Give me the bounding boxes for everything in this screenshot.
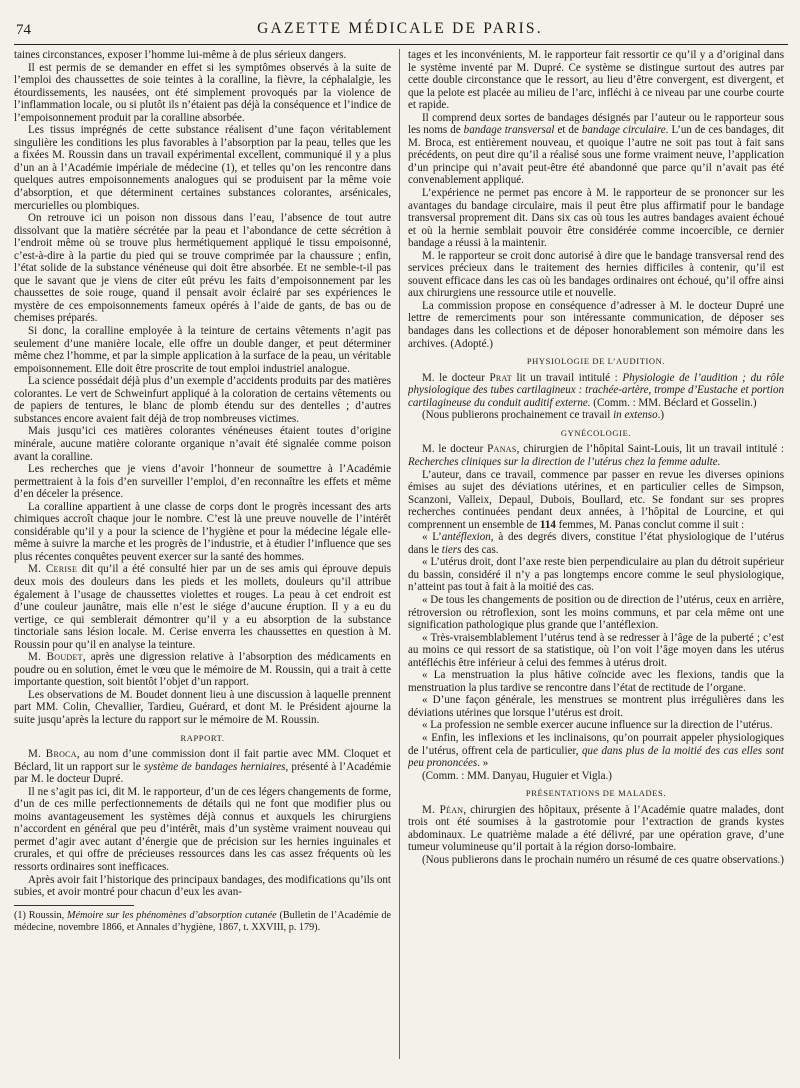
paragraph-text: , présenté à l’Académie par M. le docteur Dupré. — [14, 760, 391, 786]
footnote-rule — [14, 905, 134, 906]
journal-title: GAZETTE MÉDICALE DE PARIS. — [257, 20, 543, 37]
paragraph: Les observations de M. Boudet donnent lieu à une discussion à laquelle prennent part MM. Colin, Chevallier, Tardieu, Guérard, et dont M. le Président ajourne la suite jusqu’après la lecture du rapport sur le mémoire de M. Roussin. — [14, 688, 391, 726]
italic-term: bandage circulaire — [581, 124, 666, 137]
paragraph-text: « Enfin, les inflexions et les inclinaisons, qu’on pourrait appeler physiologiques de l’utérus, offrent cela de particulier, — [408, 731, 784, 757]
quote-paragraph: « La profession ne semble exercer aucune influence sur la direction de l’utérus. — [422, 719, 773, 732]
paragraph — [408, 409, 784, 422]
quote-paragraph: « D’une façon générale, les menstrues se montrent plus irrégulières dans les déviations utérines que lorsque l’utérus est droit. — [408, 694, 784, 719]
speaker-name: Panas — [487, 443, 517, 456]
paragraph-text: (Nous publierons prochainement ce travail — [422, 409, 614, 422]
quote-paragraph — [408, 732, 784, 770]
paragraph-text: et de — [554, 124, 582, 137]
quote-paragraph: « L’utérus droit, dont l’axe reste bien perpendiculaire au plan du détroit supérieur du bassin, considéré il n’y a pas longtemps encore comme le seul physiologique, n’atteint pas tout à fait à la moitié des cas. — [408, 556, 784, 594]
paragraph: Après avoir fait l’historique des principaux bandages, des modifications qu’ils ont subies, et avoir montré pour chacun d’eux les avan- — [14, 873, 391, 899]
paragraph-text: femmes, M. Panas conclut comme il suit : — [555, 518, 745, 531]
paragraph: Mais jusqu’ici ces matières colorantes vénéneuses étaient toutes d’origine minérale, aucune matière colorante organique n’avait été signalée comme poison avant la coralline. — [14, 425, 391, 463]
paragraph-text: (Comm. : MM. Béclard et Gosselin.) — [590, 396, 757, 409]
page-number: 74 — [16, 22, 31, 38]
speaker-name: Prat — [489, 371, 512, 384]
paragraph-text: , au nom d’une commission dont il fait partie avec MM. Cloquet et Béclard, lit un rapport sur le — [14, 748, 391, 773]
paragraph: M. le rapporteur se croit donc autorisé à dire que le bandage transversal rend des services précieux dans le traitement des hernies difficiles à contenir, qu’il est souvent efficace dans les cas où les bandages ordinaires ont échoué, qu’il offre ainsi aux chirurgiens une ressource utile et nouvelle. — [408, 249, 784, 300]
paragraph: L’expérience ne permet pas encore à M. le rapporteur de se prononcer sur les avantages du bandage circulaire, mais il peut être plus affirmatif pour le bandage transversal proprement dit. Dans six cas où tous les autres bandages avaient échoué et où la hernie semblait pouvoir être considérée comme incoercible, ce dernier bandage a réussi à la maintenir. — [408, 187, 784, 250]
paragraph — [408, 112, 784, 187]
paragraph: (Comm. : MM. Danyau, Huguier et Vigla.) — [422, 769, 612, 782]
italic-phrase: que dans plus de la moitié des cas elles sont peu prononcées — [408, 744, 784, 770]
paragraph-text: . L’un de ces bandages, dit M. Broca, est entièrement nouveau, et quoique l’autre ne soit pas tout à fait sans précédents, on peut dire qu’il a réalisé sous une forme vraiment neuve, l’application d’un principe qui n’avait peut-être été abandonné que parce qu’il n’avait pas été convenablement appliqué. — [408, 124, 784, 187]
paragraph — [14, 748, 391, 786]
footnote-text: (1) Roussin, — [14, 909, 67, 921]
paragraph-text: « L’ — [422, 531, 442, 544]
quote-paragraph: « Très-vraisemblablement l’utérus tend à se redresser à l’âge de la puberté ; c’est au moins ce qui ressort de sa statistique, où l’on voit l’âge moyen dans les utérus antéfléchis être inférieur à celui des femmes à utérus droit. — [408, 631, 784, 669]
paragraph: Les tissus imprégnés de cette substance réalisent d’une façon véritablement singulière les conditions les plus favorables à l’absorption par la peau, telles que les a fixées M. Roussin dans un travail expérimental excellent, communiqué il y a plus d’un an à l’Académie impériale de médecine (1), et telles qu’on les rencontre dans quelques autres empoisonnements analogues qui se produisent par la même voie d’absorption, et que déterminent certaines substances colorantes, arsénicales, mercurielles ou plombiques. — [14, 124, 391, 212]
italic-term: tiers — [441, 543, 462, 556]
speaker-name: M. Cerise — [28, 563, 78, 576]
paragraph: tages et les inconvénients, M. le rapporteur fait ressortir ce qu’il y a d’original dans le système inventé par M. Dupré. Ce système se distingue surtout des autres par cette double circonstance que le ressort, au lieu d’être convergent, est divergent, et que la pelote est placée au milieu de l’arc, infléchi à ce niveau par une courbe courte et rapide. — [408, 49, 784, 112]
quote-paragraph — [408, 531, 784, 556]
italic-title: Recherches cliniques sur la direction de l’utérus chez la femme adulte. — [408, 455, 721, 468]
paragraph: La commission propose en conséquence d’adresser à M. le docteur Dupré une lettre de remerciments pour son intéressante communication, de déposer ses bandages dans les collections et de déposer honorablement son mémoire dans les archives. (Adopté.) — [408, 299, 784, 350]
paragraph-text: lit un travail intitulé : — [511, 371, 623, 384]
paragraph-text: , chirurgien des hôpitaux, présente à l’Académie quatre malades, dont trois ont été soumises à la gastrotomie pour l’extraction de grands kystes abdominaux. Le quatrième malade a été délivré, par une opération grave, d’une tumeur volumineuse qu’il portait à la région dorso-lombaire. — [408, 803, 784, 854]
speaker-name: M. Broca — [28, 748, 77, 761]
left-column — [14, 49, 391, 1059]
paragraph-text: M. le docteur — [422, 443, 488, 456]
italic-term: antéflexion — [441, 531, 491, 544]
italic-term: bandage transversal — [463, 124, 555, 137]
paragraph-text: Il comprend deux sortes de bandages désignés par l’auteur ou le rapporteur sous les noms de — [408, 111, 784, 137]
paragraph-text: .) — [657, 409, 665, 422]
paragraph-text: , à des degrés divers, constitue l’état physiologique de l’utérus dans le — [408, 531, 784, 556]
paragraph — [408, 469, 784, 532]
paragraph: Il ne s’agit pas ici, dit M. le rapporteur, d’un de ces légers changements de forme, d’un de ces mille perfectionnements de détails qui ne font que modifier plus ou moins avantageusement les systèmes déjà connus et auxquels les chirurgiens n’accordent en général que peu d’intérêt, mais d’un système vraiment nouveau qui permet d’agir avec autant d’énergie que de précision sur les hernies inguinales et crurales, et qui offre de précieuses ressources dans les cas assez fréquents où les ressorts ordinaires sont inefficaces. — [14, 785, 391, 873]
footnote-italic: Mémoire sur les phénomènes d’absorption cutanée — [66, 909, 277, 921]
paragraph-text: , chirurgien de l’hôpital Saint-Louis, lit un travail intitulé : — [516, 443, 784, 456]
quote-paragraph: « La menstruation la plus hâtive coïncide avec les flexions, tandis que la menstruation la plus tardive se rencontre dans l’état de rectitude de l’organe. — [408, 669, 784, 694]
page-header — [16, 22, 784, 44]
header-rule — [14, 44, 788, 45]
paragraph — [408, 804, 784, 854]
bold-number: 114 — [539, 518, 556, 531]
quote-paragraph: « De tous les changements de position ou de direction de l’utérus, ceux en arrière, rétroversion ou rétroflexion, sont les moins communs, et par cela même ont une signification pathologique plus grande que l’antéflexion. — [408, 593, 784, 632]
paragraph: (Nous publierons dans le prochain numéro un résumé de ces quatre observations.) — [422, 853, 784, 866]
section-heading-gynecologie: GYNÉCOLOGIE. — [560, 427, 632, 438]
paragraph: La science possédait déjà plus d’un exemple d’accidents produits par des matières colorantes. Le vert de Schweinfurt appliqué à la coloration de certains vêtements ou de papiers de tentures, le blanc de plomb étendu sur des dentelles ; d’autres substances encore avaient fait déjà de trop nombreuses victimes. — [14, 375, 391, 425]
paragraph-text: des cas. — [461, 543, 499, 556]
paragraph — [14, 651, 391, 689]
paragraph-text: , après une digression relative à l’absorption des médicaments en poudre ou en solution, émet le vœu que le mémoire de M. Roussin, qui a trait à cette importante question, soit bientôt l’objet d’un rapport. — [14, 651, 391, 689]
paragraph-text: M. le docteur — [422, 371, 490, 384]
right-column — [408, 49, 784, 1059]
paragraph: Si donc, la coralline employée à la teinture de certains vêtements n’agit pas seulement d’une manière locale, elle offre un double danger, et peut déterminer même chez l’homme, et par la simple application à la surface de la peau, un véritable empoisonnement. Elle doit être proscrite de tout emploi industriel analogue. — [14, 325, 391, 375]
speaker-name: M. Péan — [422, 803, 464, 816]
paragraph: Les recherches que je viens d’avoir l’honneur de soumettre à l’Académie permettraient à la fois d’en surveiller l’emploi, d’en reconnaître les effets et même d’en déceler la présence. — [14, 463, 391, 501]
paragraph-text: . » — [477, 757, 489, 770]
paragraph-text: dit qu’il a été consulté hier par un de ses amis qui éprouve depuis deux mois des douleurs dans les pieds et les mollets, douleurs qu’il attribue également à l’usage de chaussettes violettes et rouges. La peau à cet endroit est d’une couleur jaunâtre, mais elle n’est le siége d’aucune éruption. Il y a eu du vertige, ce qui semblerait démontrer qu’il y a eu absorption de la substance tinctoriale sans lésion locale. M. Cerise enverra les chaussettes en question à M. Roussin pour qu’il en analyse la teinture. — [14, 563, 391, 651]
paragraph: taines circonstances, exposer l’homme lui-même à de plus sérieux dangers. — [14, 49, 347, 61]
footnote-text: (Bulletin de l’Académie de médecine, novembre 1866, et Annales d’hygiène, 1867, t. XXVIII, p. 179). — [14, 909, 391, 933]
italic-term: in extenso — [613, 409, 658, 422]
column-divider — [399, 49, 400, 1059]
section-heading-malades: PRÉSENTATIONS DE MALADES. — [525, 788, 667, 799]
italic-title: système de bandages herniaires — [143, 760, 286, 773]
section-heading-rapport: RAPPORT. — [180, 732, 225, 743]
paragraph — [408, 443, 784, 468]
paragraph: La coralline appartient à une classe de corps dont le progrès incessant des arts chimiques accroît chaque jour le nombre. C’est là une preuve nouvelle de l’intérêt considérable qu’il y a pour la science de l’hygiène et pour la médecine légale elle-même à suivre la marche et les progrès de l’industrie, et à étudier l’influence que ses plus récentes conquêtes peuvent exercer sur la santé des hommes. — [14, 500, 391, 563]
paragraph — [14, 563, 391, 651]
paragraph-text: L’auteur, dans ce travail, commence par passer en revue les diverses opinions émises au sujet des déviations utérines, et en particulier celles de Simpson, Scanzoni, Valleix, Depaul, Dubois, Boullard, etc. Se fondant sur ses propres recherches continuées pendant deux années, à l’hôpital de Lourcine, et qui comprennent un ensemble de — [408, 468, 784, 531]
footnote — [14, 910, 391, 934]
italic-title: Physiologie de l’audition ; du rôle physiologique des tubes cartilagineux : trachée-artère, trompe d’Eustache et portion cartilagineuse du conduit auditif externe. — [408, 371, 784, 409]
paragraph: Il est permis de se demander en effet si les symptômes observés à la suite de l’emploi des chaussettes de soie teintes à la coralline, la fièvre, la céphalalgie, les étourdissements, les nausées, ont été simplement provoqués par la violence de l’inflammation locale, ou si plutôt ils n’étaient pas déjà la conséquence et l’indice de l’empoisonnement produit par la coralline absorbée. — [14, 61, 391, 124]
paragraph: On retrouve ici un poison non dissous dans l’eau, l’absence de tout autre dissolvant que la matière sécrétée par la peau et l’abondance de cette sécrétion à l’endroit même où se trouve plus hermétiquement appliqué le tissu empoisonné, c’est-à-dire à la partie du pied qui se trouve comprimée par la chaussure ; enfin, l’état solide de la substance vénéneuse qui doit être absorbée. Et ne semble-t-il pas que le savant que je viens de citer eût prévu les faits d’empoisonnement par les chaussettes de soie rouge, quand il pensait avoir éclairé par ses expériences le mystère de ces empoisonnements fameux opérés à l’aide de gants, de bas ou de chemises préparés. — [14, 212, 391, 325]
speaker-name: M. Boudet — [28, 651, 83, 664]
section-heading-audition: PHYSIOLOGIE DE L’AUDITION. — [526, 356, 666, 367]
paragraph — [408, 372, 784, 410]
